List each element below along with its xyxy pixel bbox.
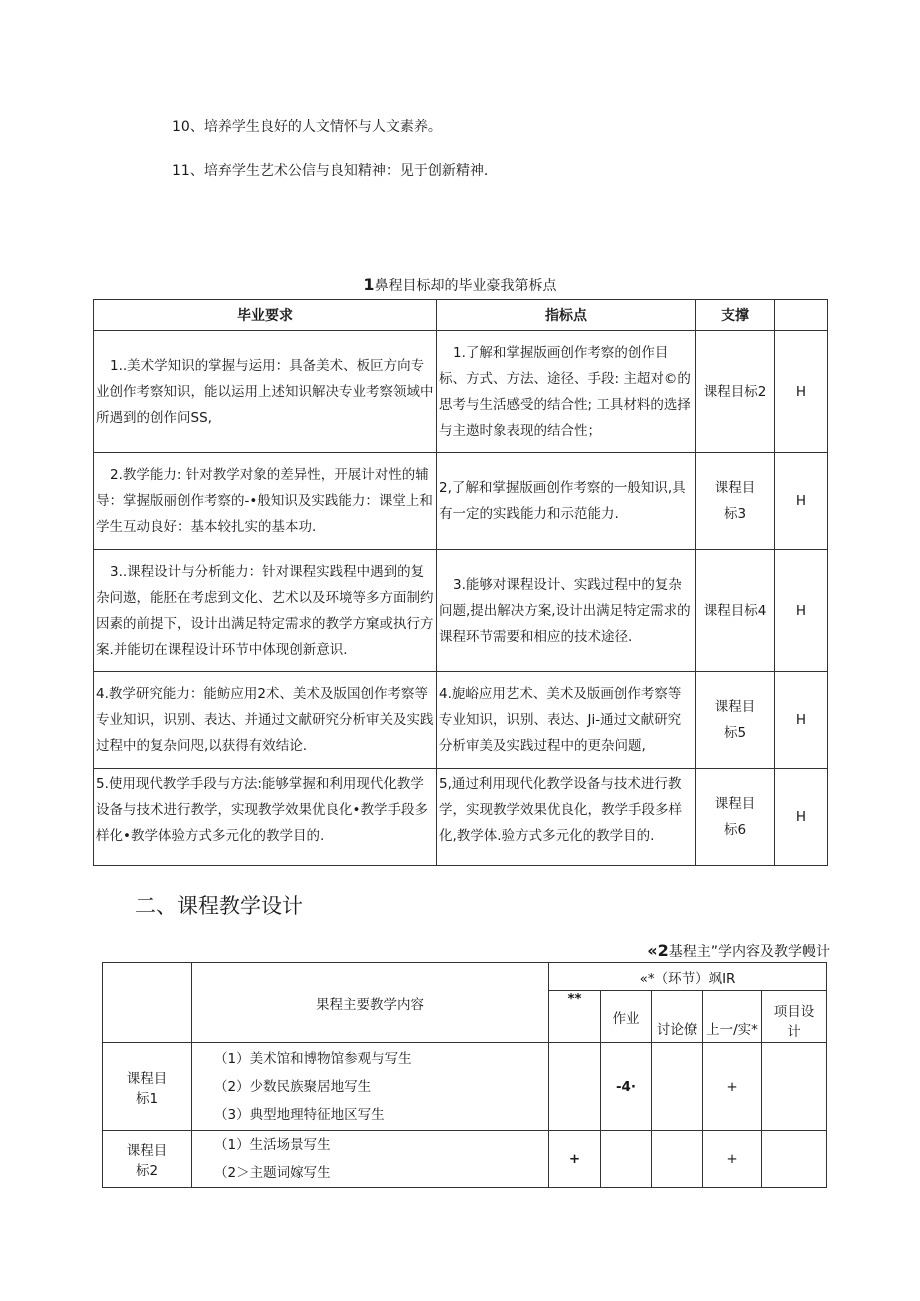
subheader-lecture: ** bbox=[549, 991, 601, 1043]
support-cell: 课程目标3 bbox=[696, 453, 775, 550]
mark-cell: + bbox=[703, 1043, 762, 1131]
graduation-requirements-table bbox=[93, 299, 828, 866]
header-group: «*（环节）飒IR bbox=[549, 963, 827, 991]
support-cell: 课程目标2 bbox=[696, 331, 775, 453]
table-row bbox=[103, 1043, 827, 1131]
teaching-design-table bbox=[102, 962, 827, 1188]
header-content: 果程主要教学内容 bbox=[192, 963, 549, 1043]
mark-cell bbox=[652, 1131, 703, 1188]
goal-cell: 课程目标2 bbox=[103, 1131, 192, 1188]
table1-caption-number: 1 bbox=[363, 275, 375, 294]
table2-caption-text: 基程主”学内容及教学幔计 bbox=[668, 944, 830, 960]
header-indicator: 指标点 bbox=[437, 300, 696, 331]
table-row bbox=[103, 1131, 827, 1188]
subheader-practice: 上一/实* bbox=[703, 991, 762, 1043]
header-level bbox=[775, 300, 828, 331]
level-cell: H bbox=[775, 769, 828, 866]
support-cell: 课程目标5 bbox=[696, 672, 775, 769]
mark-cell bbox=[549, 1043, 601, 1131]
subheader-homework: 作业 bbox=[601, 991, 652, 1043]
table1-caption bbox=[0, 275, 920, 295]
mark-cell bbox=[762, 1043, 827, 1131]
subheader-project: 项目设计 bbox=[762, 991, 827, 1043]
goal-cell: 课程目标1 bbox=[103, 1043, 192, 1131]
mark-cell: + bbox=[703, 1131, 762, 1188]
support-cell: 课程目标4 bbox=[696, 550, 775, 672]
requirement-cell: 5.使用现代教学手段与方法:能够掌握和利用现代化教学设备与技术进行教学，实现教学效果优良化•教学手段多样化•教学体验方式多元化的教学目的. bbox=[94, 769, 437, 866]
table1-caption-text: 鼻程目标却的毕业豪我第柝点 bbox=[374, 278, 557, 294]
indicator-cell: 3.能够对课程设计、实践过程中的复杂问题,提出解决方案,设计出满足特定需求的课程环节需要和相应的技术途径. bbox=[437, 550, 696, 672]
level-cell: H bbox=[775, 453, 828, 550]
content-item: （2）少数民族聚居地写生 bbox=[214, 1078, 372, 1095]
header-empty bbox=[103, 963, 192, 1043]
indicator-cell: 1.了解和掌握版画创作考察的创作目标、方式、方法、途径、手段: 主超对©的思考与生活感受的结合性; 工具材料的选择与主遨时象表现的结合性； bbox=[437, 331, 696, 453]
table2-caption-number: «2 bbox=[647, 941, 669, 960]
table2-caption bbox=[647, 941, 830, 961]
table-row bbox=[94, 672, 828, 769]
indicator-cell: 4.旎峪应用艺术、美术及版画创作考察等专业知识，识别、表达、Ji-通过文献研究分析审美及实践过程中的更杂问题, bbox=[437, 672, 696, 769]
content-item: （3）典型地理特征地区写生 bbox=[214, 1106, 385, 1123]
table-row bbox=[94, 331, 828, 453]
subheader-discussion: 讨论僚 bbox=[652, 991, 703, 1043]
mark-cell bbox=[601, 1131, 652, 1188]
section-heading: 二、课程教学设计 bbox=[135, 894, 303, 918]
intro-line-10: 10、培养学生良好的人文情怀与人文素养。 bbox=[172, 119, 442, 135]
header-support: 支撑 bbox=[696, 300, 775, 331]
support-cell: 课程目标6 bbox=[696, 769, 775, 866]
mark-cell bbox=[762, 1131, 827, 1188]
table-row bbox=[94, 550, 828, 672]
indicator-cell: 5,通过利用现代化教学设备与技术进行教学，实现教学效果优良化，教学手段多样化,教学体.验方式多元化的教学目的. bbox=[437, 769, 696, 866]
requirement-cell: 1..美术学知识的掌握与运用：具备美术、板叵方向专业创作考察知识，能以运用上述知识解决专业考察领域中所遇到的创作问SS, bbox=[94, 331, 437, 453]
content-cell bbox=[192, 1043, 549, 1131]
intro-line-11: 11、培弃学生艺术公信与良知精神：见于创新精神. bbox=[172, 163, 489, 179]
mark-cell: -4· bbox=[601, 1043, 652, 1131]
content-item: （1）生活场景写生 bbox=[214, 1137, 331, 1153]
table-row bbox=[94, 453, 828, 550]
content-item: （2＞主题词嫁写生 bbox=[214, 1165, 331, 1181]
content-item: （1）美术馆和博物馆参观与写生 bbox=[214, 1050, 412, 1067]
mark-cell bbox=[652, 1043, 703, 1131]
requirement-cell: 2.教学能力: 针对教学对象的差异性，开展计对性的辅导：掌握版丽创作考察的-•般知识及实践能力：课堂上和学生互动良好：基本较扎实的基本功. bbox=[94, 453, 437, 550]
requirement-cell: 4.教学研究能力：能鲂应用2术、美术及版国创作考察等专业知识，识别、表达、并通过文献研究分析审关及实践过程中的复杂问咫,以获得有效结论. bbox=[94, 672, 437, 769]
level-cell: H bbox=[775, 331, 828, 453]
level-cell: H bbox=[775, 550, 828, 672]
content-cell bbox=[192, 1131, 549, 1188]
level-cell: H bbox=[775, 672, 828, 769]
requirement-cell: 3..课程设计与分析能力：针对课程实践程中遇到的复杂问遨，能胚在考虑到文化、艺术以及环境等多方面制约因素的前提下，设计出满足特定需求的教学方窠或执行方案.并能切在课程设计环节中体现创新意识. bbox=[94, 550, 437, 672]
table-row bbox=[94, 769, 828, 866]
header-requirement: 毕业要求 bbox=[94, 300, 437, 331]
mark-cell: + bbox=[549, 1131, 601, 1188]
indicator-cell: 2,了解和掌握版画创作考察的一般知识,具有一定的实践能力和示范能力. bbox=[437, 453, 696, 550]
